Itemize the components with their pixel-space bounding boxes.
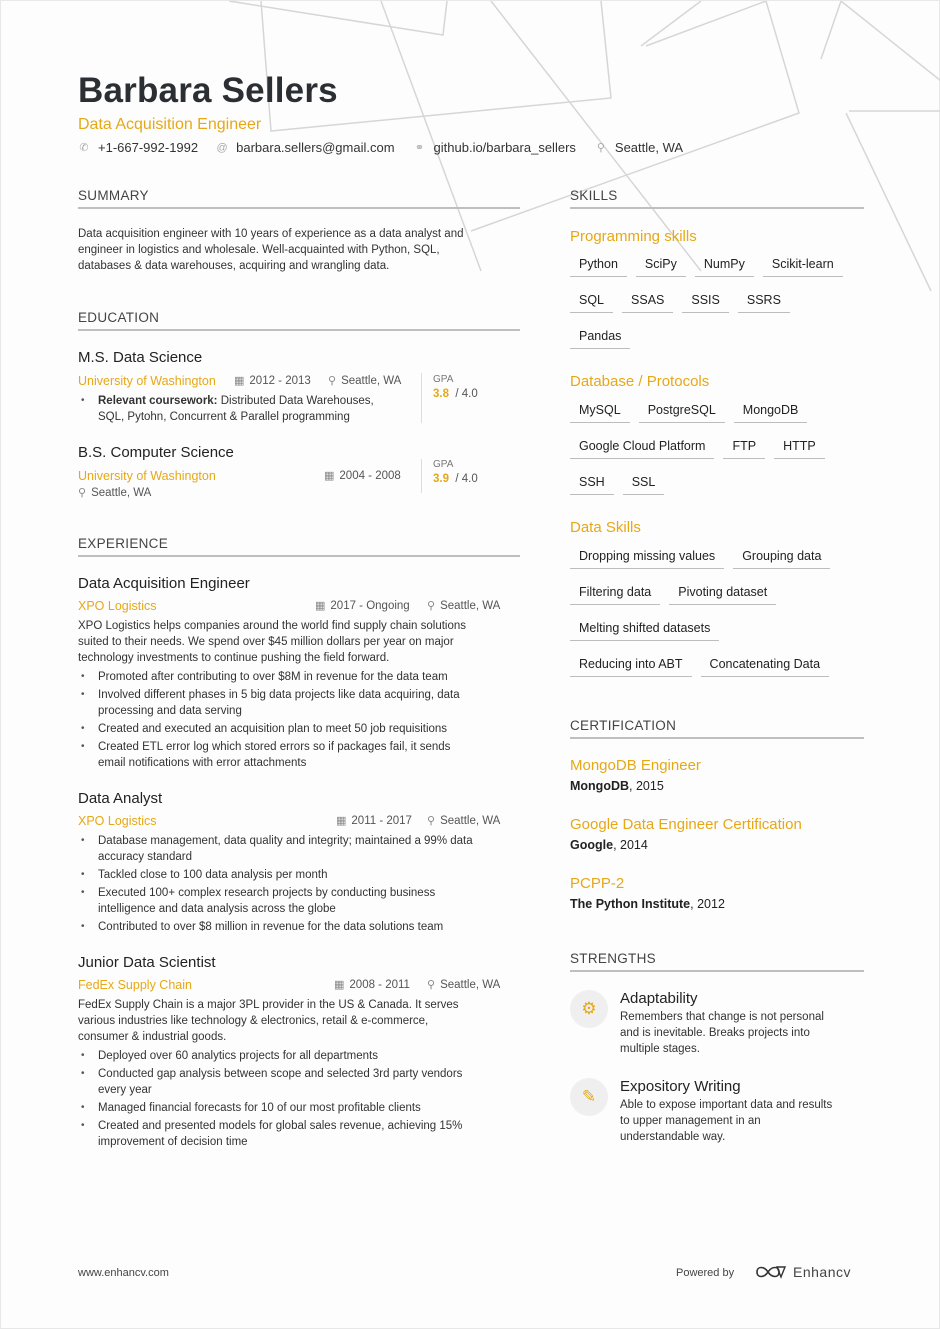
contact-phone[interactable] [78,140,198,155]
calendar-icon: ▦ [324,470,335,482]
summary-line: databases & data warehouses, acquiring and wrangling data. [78,260,390,272]
skill-tag: SSIS [682,290,729,313]
job-bullets [78,833,518,937]
footer-website[interactable]: www.enhancv.com [78,1267,169,1279]
gpa-label: GPA [433,459,454,470]
edu-school: University of Washington [78,374,216,388]
job-bullet: • Involved different phases in 5 big data projects like data acquiring, data processing and data serving [78,687,518,719]
skill-tag: Concatenating Data [701,654,830,677]
summary-rule [78,207,520,209]
job-desc-line: XPO Logistics helps companies around the world find supply chain solutions [78,620,467,632]
job-location [427,814,500,827]
skill-tag: Pandas [570,326,630,349]
enhancv-logo-icon [755,1263,787,1281]
experience-heading: EXPERIENCE [78,536,169,551]
gpa-max: / 4.0 [455,388,478,400]
strength-title: Adaptability [620,990,698,1007]
enhancv-brand: Enhancv [793,1264,851,1280]
coursework-item [78,393,408,425]
skill-row [570,326,639,349]
location-icon: ⚲ [78,487,87,499]
contact-email[interactable] [216,140,394,155]
skill-group-title: Database / Protocols [570,373,710,390]
job-bullet: • Conducted gap analysis between scope and selected 3rd party vendors every year [78,1066,518,1098]
skills-rule [570,207,864,209]
job-location-text: Seattle, WA [440,978,501,991]
job-company: XPO Logistics [78,599,157,613]
coursework-label: Relevant coursework: [98,395,218,407]
job-role: Junior Data Scientist [78,954,216,971]
skill-tag: Melting shifted datasets [570,618,719,641]
skill-tag: SciPy [636,254,686,277]
skill-row [570,254,852,277]
job-bullet: • Contributed to over $8 million in revenue for the data solutions team [78,919,518,935]
cert-issuer: The Python Institute, 2012 [570,897,725,911]
skill-tag: SSAS [622,290,673,313]
job-bullets [78,669,518,773]
job-bullet: • Promoted after contributing to over $8M in revenue for the data team [78,669,518,685]
summary-heading: SUMMARY [78,188,149,203]
contact-bar [78,140,701,155]
skill-tag: SSH [570,472,614,495]
job-desc-line: suited to their needs. We spend over $45 million dollars per year on major [78,636,454,648]
skill-row [570,290,799,313]
skill-tag: PostgreSQL [639,400,725,423]
skill-tag: HTTP [774,436,825,459]
job-description [78,618,518,666]
job-dates [334,978,410,991]
location-icon: ⚲ [596,142,605,154]
skill-row [570,472,673,495]
job-desc-line: FedEx Supply Chain is a major 3PL provider in the US & Canada. It serves [78,999,459,1011]
location-icon: ⚲ [427,979,436,991]
edu-degree: M.S. Data Science [78,349,203,366]
contact-github-text: github.io/barbara_sellers [433,140,576,155]
strength-desc: Able to expose important data and results to upper management in an understandable way. [620,1099,833,1143]
calendar-icon: ▦ [334,979,345,991]
job-desc-line: technology investments to continue pushing the field forward. [78,652,390,664]
skill-tag: Dropping missing values [570,546,724,569]
cert-title: MongoDB Engineer [570,757,701,774]
skill-tag: MySQL [570,400,630,423]
edu-location [78,486,151,499]
skill-group-title: Data Skills [570,519,641,536]
skill-tag: SSRS [738,290,790,313]
job-dates-text: 2008 - 2011 [349,978,410,991]
skill-tag: MongoDB [734,400,808,423]
skill-row [570,654,838,677]
education-heading: EDUCATION [78,310,160,325]
footer-powered-by: Powered by [676,1267,735,1279]
location-icon: ⚲ [427,600,436,612]
strengths-heading: STRENGTHS [570,951,656,966]
edu-dates-text: 2012 - 2013 [249,374,311,387]
job-bullet: • Tackled close to 100 data analysis per month [78,867,518,883]
gpa-divider [421,373,422,423]
job-dates [336,814,412,827]
job-bullet: • Created and executed an acquisition plan to meet 50 job requisitions [78,721,518,737]
summary-line: Data acquisition engineer with 10 years of experience as a data analyst and [78,228,464,240]
edu-school: University of Washington [78,469,216,483]
job-location [427,599,500,612]
job-role: Data Acquisition Engineer [78,575,250,592]
skill-tag: SSL [623,472,665,495]
contact-email-text: barbara.sellers@gmail.com [236,140,395,155]
enhancv-logo[interactable] [755,1263,851,1281]
gpa-value [433,388,478,400]
job-location-text: Seattle, WA [440,814,501,827]
edu-dates [234,374,311,387]
certification-rule [570,737,864,739]
job-desc-line: various industries like technology & electronics, retail & e-commerce, [78,1015,429,1027]
skill-tag: SQL [570,290,613,313]
job-bullet: • Deployed over 60 analytics projects for all departments [78,1048,518,1064]
coursework-text: Distributed Data Warehouses, [220,395,374,407]
skill-tag: Pivoting dataset [669,582,776,605]
calendar-icon: ▦ [315,600,326,612]
skill-row [570,618,728,641]
job-dates-text: 2017 - Ongoing [330,599,410,612]
job-location [427,978,500,991]
summary-text [78,226,518,274]
skill-tag: Filtering data [570,582,660,605]
job-company: XPO Logistics [78,814,157,828]
edu-coursework [78,393,408,427]
skills-heading: SKILLS [570,188,618,203]
contact-location-text: Seattle, WA [614,140,684,155]
cert-issuer: Google, 2014 [570,838,648,852]
skill-tag: Python [570,254,627,277]
cert-title: Google Data Engineer Certification [570,816,802,833]
gpa-score: 3.8 [433,388,449,400]
cert-issuer: MongoDB, 2015 [570,779,664,793]
candidate-title: Data Acquisition Engineer [78,116,262,133]
edu-degree: B.S. Computer Science [78,444,234,461]
job-dates-text: 2011 - 2017 [351,814,412,827]
job-bullet: • Executed 100+ complex research projects by conducting business intelligence and data analysis across the globe [78,885,518,917]
strengths-rule [570,970,864,972]
skill-row [570,546,839,569]
cert-title: PCPP-2 [570,875,625,892]
job-location-text: Seattle, WA [440,599,501,612]
gpa-score: 3.9 [433,473,449,485]
gpa-value [433,473,478,485]
job-bullet: • Created ETL error log which stored errors so if packages fail, it sends email notifications with error attachments [78,739,518,771]
certification-heading: CERTIFICATION [570,718,677,733]
edu-location-text: Seattle, WA [341,374,402,387]
job-bullet: • Created and presented models for global sales revenue, achieving 15% improvement of decision time [78,1118,518,1150]
job-dates [315,599,410,612]
job-description [78,997,518,1045]
job-company: FedEx Supply Chain [78,978,192,992]
gears-icon: ⚙ [570,990,608,1028]
skill-row [570,582,785,605]
strength-title: Expository Writing [620,1078,741,1095]
contact-phone-text: +1-667-992-1992 [98,140,199,155]
experience-rule [78,555,520,557]
job-desc-line: consumer & industrial goods. [78,1031,227,1043]
skill-tag: Grouping data [733,546,830,569]
location-icon: ⚲ [328,375,337,387]
edu-dates [324,469,401,482]
location-icon: ⚲ [427,815,436,827]
gpa-divider [421,459,422,493]
gpa-label: GPA [433,374,454,385]
link-icon: ⚭ [414,142,425,154]
edu-location [328,374,401,387]
contact-github[interactable] [414,140,576,155]
skill-tag: Reducing into ABT [570,654,692,677]
strength-desc: Remembers that change is not personal and is inevitable. Breaks projects into multiple stages. [620,1011,824,1055]
skill-row [570,436,834,459]
job-role: Data Analyst [78,790,163,807]
edu-dates-text: 2004 - 2008 [339,469,401,482]
edu-location-text: Seattle, WA [91,486,152,499]
skill-tag: FTP [723,436,765,459]
skill-tag: Google Cloud Platform [570,436,714,459]
calendar-icon: ▦ [234,375,245,387]
coursework-text: SQL, Pytohn, Concurrent & Parallel programming [98,411,350,423]
pencil-icon: ✎ [570,1078,608,1116]
skill-tag: NumPy [695,254,754,277]
skill-group-title: Programming skills [570,228,697,245]
gpa-max: / 4.0 [455,473,478,485]
phone-icon: ✆ [79,142,89,154]
job-bullet: • Database management, data quality and integrity; maintained a 99% data accuracy standard [78,833,518,865]
job-bullet: • Managed financial forecasts for 10 of our most profitable clients [78,1100,518,1116]
at-icon: @ [216,141,228,154]
skill-row [570,400,816,423]
contact-location [595,140,683,155]
skill-tag: Scikit-learn [763,254,843,277]
education-rule [78,329,520,331]
job-bullets [78,1048,518,1152]
calendar-icon: ▦ [336,815,347,827]
summary-line: engineer in logistics and wholesale. Well-acquainted with Python, SQL, [78,244,440,256]
candidate-name: Barbara Sellers [78,71,338,110]
